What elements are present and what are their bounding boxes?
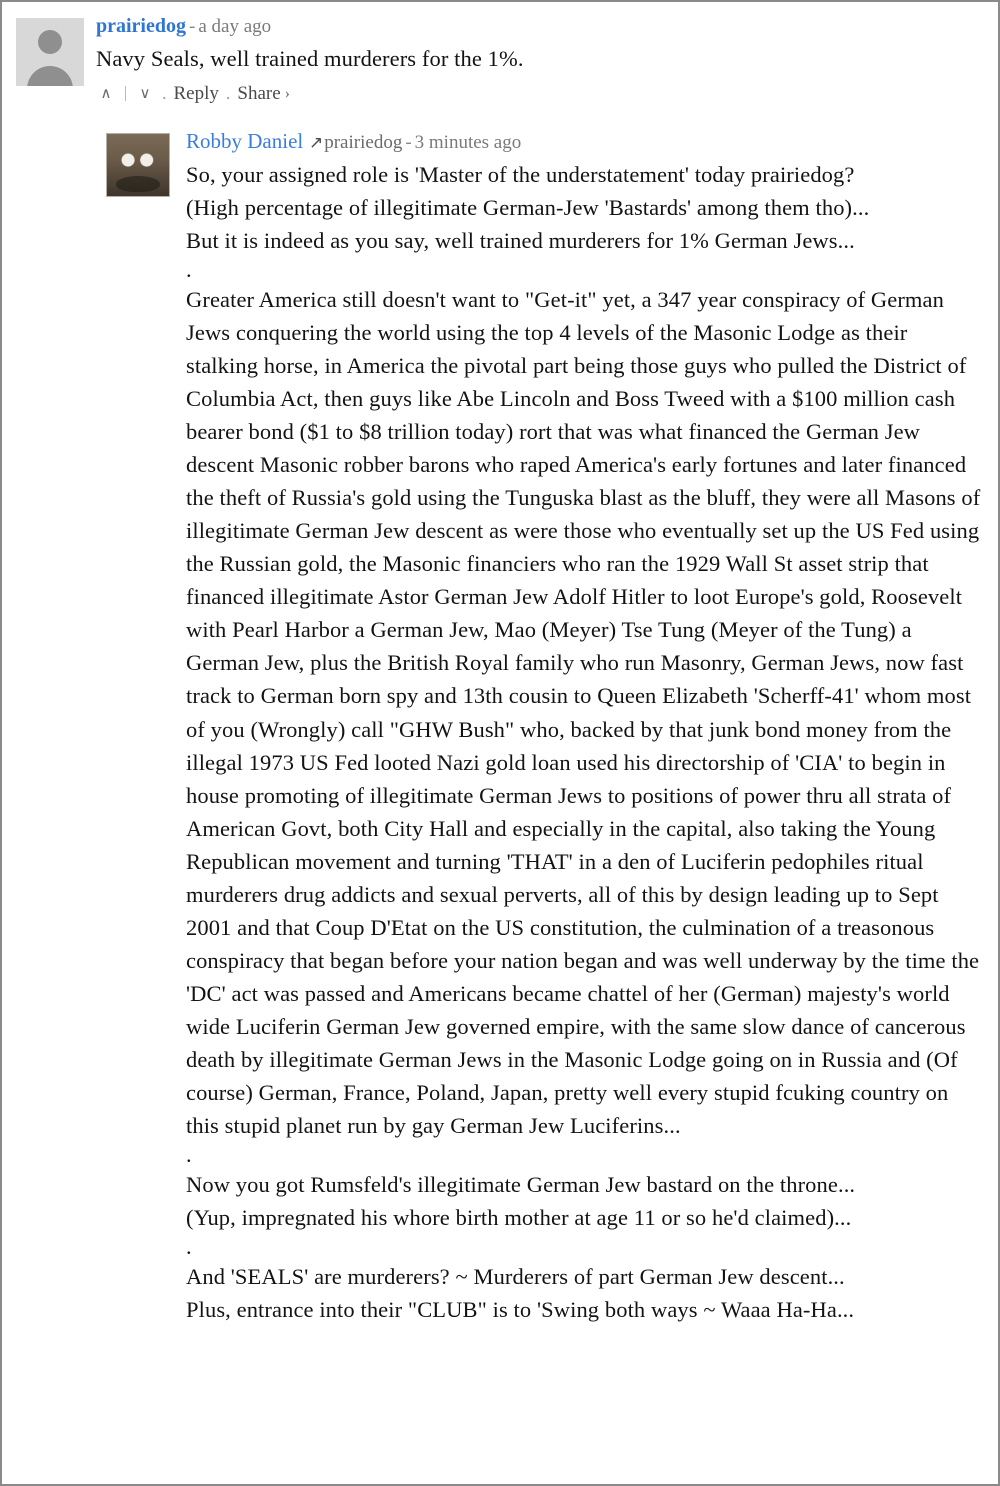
comment-paragraph: (High percentage of illegitimate German-Jew 'Bastards' among them tho)... [186, 194, 870, 220]
share-button[interactable]: Share [237, 82, 281, 104]
comment-body-reply [178, 129, 984, 1326]
avatar-head-shape [38, 30, 62, 54]
comment-body [88, 14, 984, 105]
chevron-right-icon[interactable]: › [284, 84, 290, 102]
reply-arrow-icon: ↗ [308, 132, 324, 152]
comment-paragraph: Greater America still doesn't want to "Get-it" yet, a 347 year conspiracy of German Jews conquering the world using the top 4 levels of the Masonic Lodge as their stalking horse, in America the pivotal part being those guys who pulled the District of Columbia Act, then guys like Abe Lincoln and Boss Tweed with a $100 million cash bearer bond ($1 to $8 trillion today) rort that was what financed the German Jew descent Masonic robber barons who raped America's early fortunes and later financed the theft of Russia's gold using the Tunguska blast as the bluff, they were all Masons of illegitimate German Jew descent as were those who eventually set up the US Fed using the Russian gold, the Masonic financiers who ran the 1929 Wall St asset strip that financed illegitimate Astor German Jew Adolf Hitler to loot Europe's gold, Roosevelt with Pearl Harbor a German Jew, Mao (Meyer) Tse Tung (Meyer of the Tung) a German Jew, plus the British Royal family who run Masonry, German Jews, now fast track to German born spy and 13th cousin to Queen Elizabeth 'Scherff-41' whom most of you (Wrongly) call "GHW Bush" who, backed by that junk bond money from the illegal 1973 US Fed looted Nazi gold loan used his directorship of 'CIA' to begin in house promoting of illegitimate German Jews to positions of power thru all strata of American Govt, both City Hall and especially in the capital, also taking the Young Republican movement and turning 'THAT' in a den of Luciferin pedophiles ritual murderers drug addicts and sexual perverts, all of this by design leading up to Sept 2001 and that Coup D'Etat on the US constitution, the culmination of a treasonous conspiracy that began before your nation began and was well underway by the time the 'DC' act was passed and Americans became chattel of her (German) majesty's world wide Luciferin German Jew governed empire, with the same slow dance of cancerous death by illegitimate German Jews in the Masonic Lodge going on in Russia and (Of course) German, France, Poland, Japan, pretty well every stupid fcuking country on this stupid planet run by gay German Jew Luciferins... [186, 286, 981, 1139]
comment-paragraph: (Yup, impregnated his whore birth mother at age 11 or so he'd claimed)... [186, 1205, 852, 1231]
comment-text [96, 42, 984, 75]
comment-paragraph: But it is indeed as you say, well trained murderers for 1% German Jews... [186, 227, 855, 253]
action-dot-separator: . [162, 83, 167, 104]
comment-paragraph-dot: . [186, 256, 192, 282]
parent-author-link[interactable]: prairiedog [324, 131, 403, 153]
comment-thread [2, 2, 998, 1326]
reply-button[interactable]: Reply [173, 82, 219, 104]
comment-timestamp: a day ago [198, 16, 272, 37]
action-dot-separator-2: . [225, 83, 231, 104]
comment-timestamp-reply: 3 minutes ago [414, 131, 522, 153]
avatar-container-reply [106, 129, 178, 197]
meta-separator-reply: - [405, 131, 412, 153]
comment-author-link-reply[interactable]: Robby Daniel [186, 128, 304, 153]
comment-paragraph-dot: . [186, 1142, 192, 1168]
comment-paragraph: So, your assigned role is 'Master of the understatement' today prairiedog? [186, 161, 855, 187]
downvote-caret-icon[interactable]: ∨ [139, 86, 151, 103]
meta-separator: - [189, 16, 196, 37]
comment-root [16, 14, 984, 105]
comment-paragraph: Plus, entrance into their "CLUB" is to 'Swing both ways ~ Waaa Ha-Ha... [186, 1297, 855, 1323]
avatar-body-shape [27, 66, 73, 86]
comment-meta-reply [186, 129, 984, 155]
upvote-caret-icon[interactable]: ∧ [100, 86, 112, 103]
comment-text-reply [186, 158, 984, 1327]
comment-author-link[interactable]: prairiedog [96, 15, 186, 37]
comment-paragraph: Navy Seals, well trained murderers for the 1%. [96, 45, 524, 71]
comment-actions [96, 83, 984, 105]
vote-divider [125, 86, 126, 101]
avatar-beard-shape [116, 176, 161, 192]
comment-paragraph-dot: . [186, 1234, 192, 1260]
avatar-container [16, 14, 88, 86]
comment-paragraph: Now you got Rumsfeld's illegitimate German Jew bastard on the throne... [186, 1172, 856, 1198]
comment-meta [96, 14, 984, 39]
comment-reply [106, 129, 984, 1326]
default-user-avatar-icon[interactable] [16, 18, 84, 86]
comment-paragraph: And 'SEALS' are murderers? ~ Murderers of part German Jew descent... [186, 1264, 845, 1290]
user-photo-avatar-icon[interactable] [106, 133, 170, 197]
